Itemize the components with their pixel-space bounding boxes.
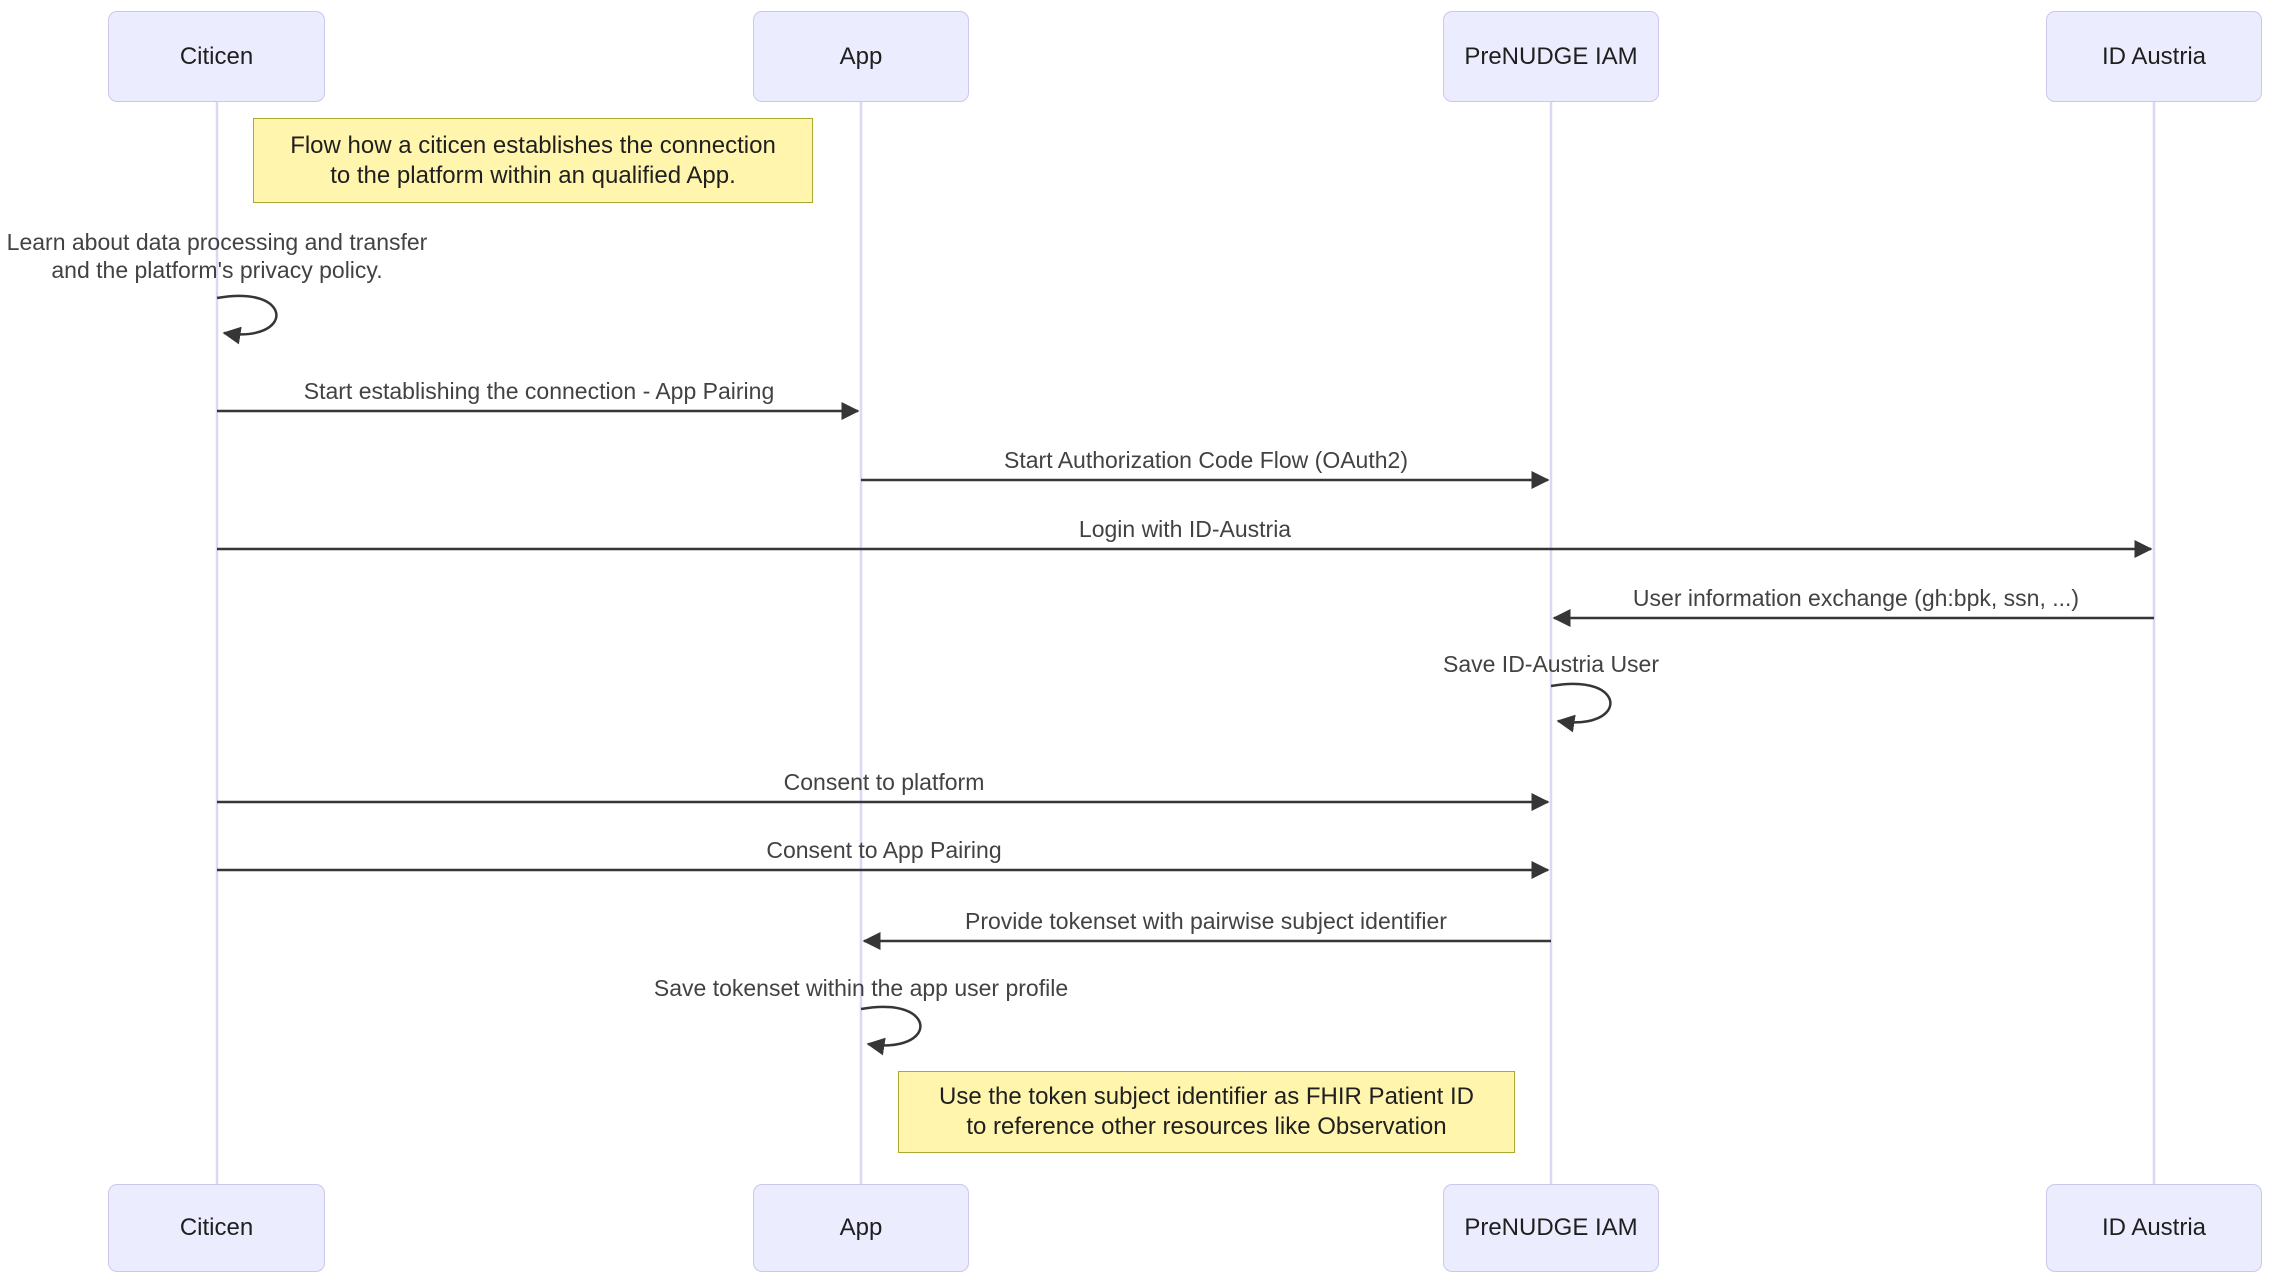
actor-top-citicen [108, 11, 325, 102]
actor-bottom-app [753, 1184, 969, 1272]
actor-label: Citicen [179, 42, 254, 70]
self-arrow-save-user [1551, 684, 1610, 722]
actor-top-prenudge-iam [1443, 11, 1659, 102]
actor-label: Citicen [179, 1214, 254, 1241]
actor-bottom-id-austria [2046, 1184, 2262, 1272]
message-label-learn [7, 228, 428, 284]
actor-label: ID Austria [2101, 1214, 2207, 1241]
note-fhir-line2: to reference other resources like Observation [966, 1113, 1447, 1140]
actor-bottom-prenudge-iam [1443, 1184, 1659, 1272]
actor-label: App [839, 1214, 883, 1241]
note-fhir [898, 1071, 1515, 1153]
actor-bottom-citicen [108, 1184, 325, 1272]
message-label-learn-line1: Learn about data processing and transfer [6, 229, 428, 255]
note-intro-line1: Flow how a citicen establishes the connection [290, 131, 776, 159]
note-intro [253, 118, 813, 203]
note-intro-line2: to the platform within an qualified App. [330, 161, 736, 189]
message-label-login: Login with ID-Austria [1078, 516, 1292, 542]
message-label-save-tokenset: Save tokenset within the app user profile [653, 975, 1069, 1001]
message-label-tokenset: Provide tokenset with pairwise subject identifier [965, 908, 1447, 934]
actor-top-app [753, 11, 969, 102]
message-label-oauth: Start Authorization Code Flow (OAuth2) [1004, 447, 1408, 473]
message-label-pairing: Start establishing the connection - App Pairing [303, 378, 775, 404]
message-label-consent-platform: Consent to platform [783, 769, 985, 795]
self-arrow-learn [217, 296, 276, 334]
self-arrow-save-tokenset [861, 1007, 920, 1045]
actor-label: PreNUDGE IAM [1464, 42, 1638, 70]
actor-label: ID Austria [2101, 42, 2207, 70]
actor-label: PreNUDGE IAM [1464, 1214, 1638, 1241]
actor-label: App [839, 42, 883, 70]
message-label-learn-line2: and the platform's privacy policy. [51, 257, 383, 283]
message-label-userinfo: User information exchange (gh:bpk, ssn, ...) [1632, 585, 2080, 611]
message-label-save-user: Save ID-Austria User [1442, 651, 1660, 677]
note-fhir-line1: Use the token subject identifier as FHIR Patient ID [939, 1083, 1474, 1110]
message-label-consent-pairing: Consent to App Pairing [766, 837, 1002, 863]
actor-top-id-austria [2046, 11, 2262, 102]
